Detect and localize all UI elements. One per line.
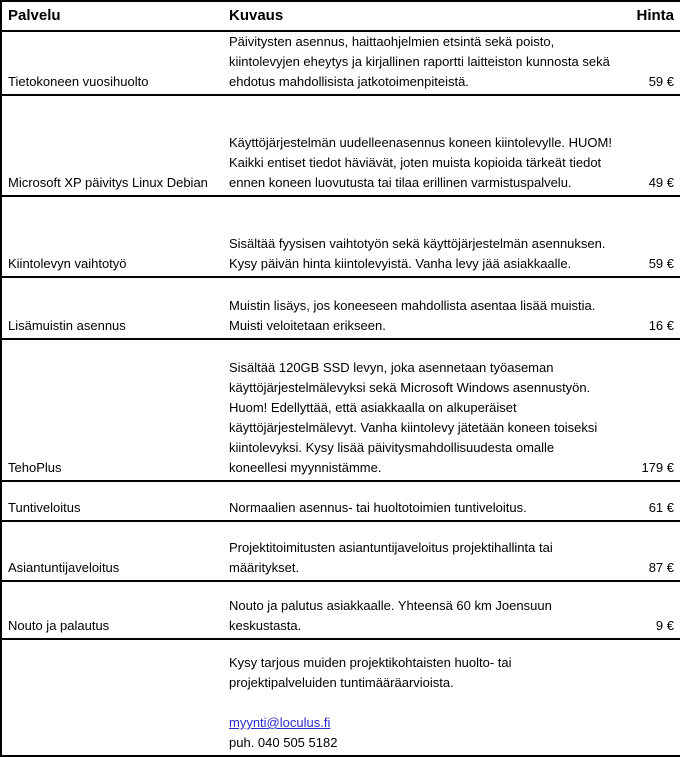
- service-price: 59 €: [619, 196, 680, 277]
- service-price: 87 €: [619, 521, 680, 581]
- service-name: Tietokoneen vuosihuolto: [1, 31, 229, 95]
- service-description: Projektitoimitusten asiantuntijaveloitus projektihallinta tai määritykset.: [229, 521, 619, 581]
- service-name: Microsoft XP päivitys Linux Debian: [1, 95, 229, 196]
- column-header-palvelu: Palvelu: [1, 1, 229, 31]
- service-description: Sisältää fyysisen vaihtotyön sekä käyttöjärjestelmän asennuksen. Kysy päivän hinta kiintolevyistä. Vanha levy jää asiakkaalle.: [229, 196, 619, 277]
- table-row: [1, 31, 680, 95]
- service-price: 16 €: [619, 277, 680, 339]
- service-name: Lisämuistin asennus: [1, 277, 229, 339]
- service-price: [619, 639, 680, 756]
- service-name: Tuntiveloitus: [1, 481, 229, 521]
- service-name: [1, 639, 229, 756]
- service-price: 9 €: [619, 581, 680, 639]
- footer-offer-text: Kysy tarjous muiden projektikohtaisten huolto- tai projektipalveluiden tuntimääräarvioista.: [229, 655, 512, 690]
- table-row: [1, 481, 680, 521]
- table-row: [1, 277, 680, 339]
- service-price: 49 €: [619, 95, 680, 196]
- table-row: [1, 521, 680, 581]
- table-row: [1, 196, 680, 277]
- table-row-footer: [1, 639, 680, 756]
- service-description: Sisältää 120GB SSD levyn, joka asennetaan työaseman käyttöjärjestelmälevyksi sekä Microsoft Windows asennustyön. Huom! Edellyttää, että asiakkaalla on alkuperäiset käyttöjärjestelmälevyt. Vanha kiintolevy jätetään koneen toiseksi kiintolevyksi. Kysy lisää päivitysmahdollisuudesta omalle koneellesi myynnistämme.: [229, 339, 619, 481]
- service-description: Nouto ja palutus asiakkaalle. Yhteensä 60 km Joensuun keskustasta.: [229, 581, 619, 639]
- service-name: Asiantuntijaveloitus: [1, 521, 229, 581]
- table-row: [1, 95, 680, 196]
- table-header-row: [1, 1, 680, 31]
- phone-number: puh. 040 505 5182: [229, 735, 338, 750]
- service-description: Muistin lisäys, jos koneeseen mahdollista asentaa lisää muistia. Muisti veloitetaan erikseen.: [229, 277, 619, 339]
- service-name: Nouto ja palautus: [1, 581, 229, 639]
- service-price: 61 €: [619, 481, 680, 521]
- service-description: Normaalien asennus- tai huoltotoimien tuntiveloitus.: [229, 481, 619, 521]
- service-name: TehoPlus: [1, 339, 229, 481]
- email-link[interactable]: myynti@loculus.fi: [229, 715, 331, 730]
- table-row: [1, 339, 680, 481]
- service-price: 59 €: [619, 31, 680, 95]
- footer-contact-cell: [229, 639, 619, 756]
- table-row: [1, 581, 680, 639]
- service-name: Kiintolevyn vaihtotyö: [1, 196, 229, 277]
- service-description: Päivitysten asennus, haittaohjelmien etsintä sekä poisto, kiintolevyjen eheytys ja kirjallinen raportti laitteiston kunnosta sekä ehdotus mahdollisista jatkotoimenpiteistä.: [229, 31, 619, 95]
- column-header-hinta: Hinta: [619, 1, 680, 31]
- service-description: Käyttöjärjestelmän uudelleenasennus koneen kiintolevylle. HUOM! Kaikki entiset tiedot häviävät, joten muista kopioida tärkeät tiedot ennen koneen luovutusta tai tilaa erillinen varmistuspalvelu.: [229, 95, 619, 196]
- service-price: 179 €: [619, 339, 680, 481]
- column-header-kuvaus: Kuvaus: [229, 1, 619, 31]
